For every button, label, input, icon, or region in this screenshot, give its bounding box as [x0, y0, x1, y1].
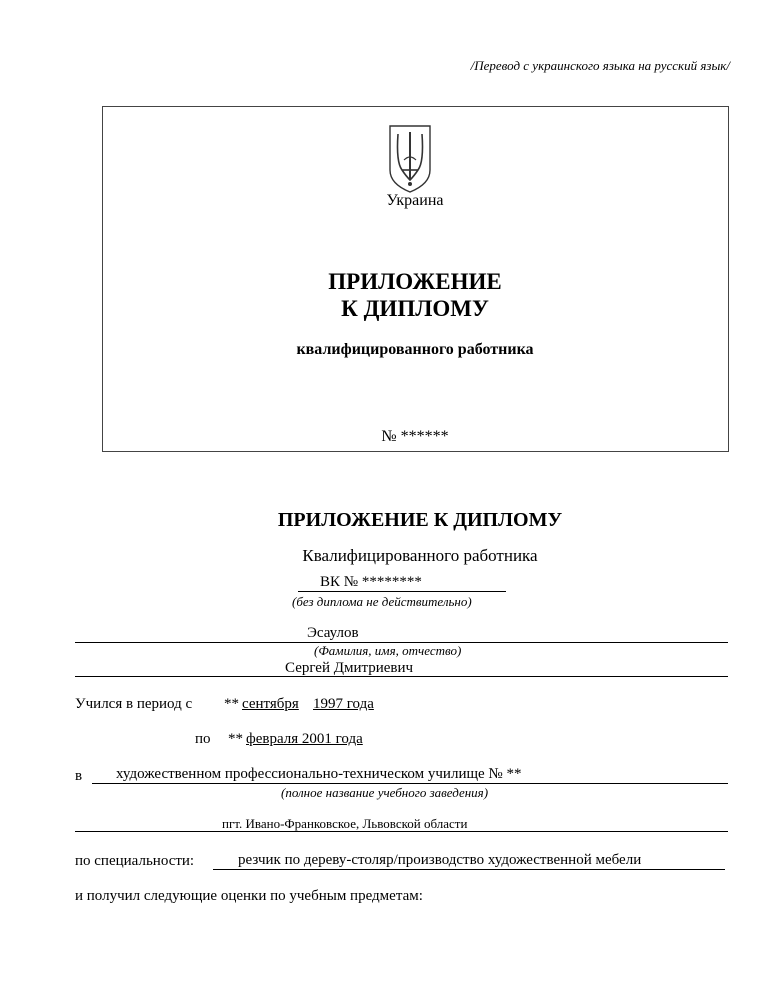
- period-from-month: сентября: [242, 696, 299, 712]
- institution-note: (полное название учебного заведения): [281, 785, 489, 800]
- specialty-line: [213, 869, 725, 870]
- cover-number: № ******: [381, 428, 449, 445]
- specialty: резчик по дереву-столяр/производство художественной мебели: [238, 852, 642, 868]
- surname: Эсаулов: [307, 625, 359, 641]
- name-note: (Фамилия, имя, отчество): [314, 643, 462, 658]
- series-note: (без диплома не действительно): [292, 594, 472, 609]
- period-label: Учился в период с: [75, 696, 193, 712]
- grades-intro: и получил следующие оценки по учебным предметам:: [75, 888, 423, 904]
- cover-subtitle: квалифицированного работника: [296, 341, 534, 358]
- period-to-date: февраля 2001 года: [246, 731, 363, 747]
- given-names: Сергей Дмитриевич: [285, 660, 414, 676]
- series-number-line: [298, 591, 506, 592]
- location: пгт. Ивано-Франковское, Львовской области: [222, 816, 468, 831]
- cover-title-line1: ПРИЛОЖЕНИЕ: [328, 269, 502, 294]
- period-from-year: 1997 года: [313, 696, 374, 712]
- cover-country: Украина: [386, 192, 444, 209]
- cover-title-line2: К ДИПЛОМУ: [341, 296, 489, 321]
- period-to-label: по: [195, 731, 211, 747]
- institution: художественном профессионально-техническом училище № **: [116, 766, 522, 782]
- series-number: ВК № ********: [320, 574, 422, 590]
- cover-title: [0, 268, 768, 322]
- specialty-label: по специальности:: [75, 853, 195, 869]
- main-title: ПРИЛОЖЕНИЕ К ДИПЛОМУ: [277, 509, 563, 531]
- trident-emblem-icon: [388, 124, 432, 194]
- main-subtitle: Квалифицированного работника: [302, 546, 538, 565]
- institution-line: [92, 783, 728, 784]
- period-from-day: **: [224, 696, 239, 712]
- translator-note: /Перевод с украинского языка на русский язык/: [470, 58, 730, 73]
- period-to-day: **: [228, 731, 243, 747]
- in-label: в: [75, 768, 83, 784]
